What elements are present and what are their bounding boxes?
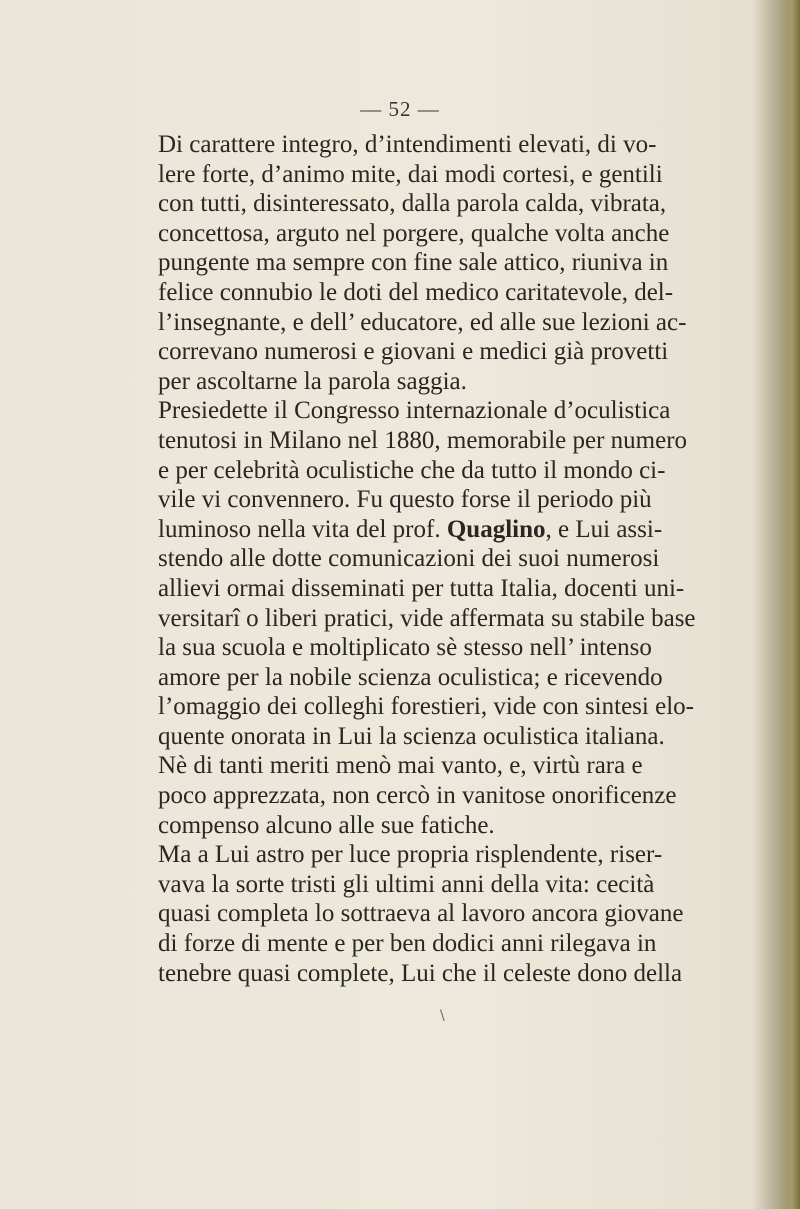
text-line: e per celebrità oculistiche che da tutto il mondo ci- <box>158 456 666 484</box>
text-line: Di carattere integro, d’intendimenti elevati, di vo- <box>158 131 657 158</box>
text-line: vava la sorte tristi gli ultimi anni della vita: cecità <box>158 870 655 898</box>
text-line: pungente ma sempre con fine sale attico, riuniva in <box>158 249 669 277</box>
text-line: la sua scuola e moltiplicato sè stesso nell’ intenso <box>158 634 652 662</box>
stray-ink-mark: \ <box>440 1008 445 1024</box>
text-fragment: luminoso nella vita del prof. <box>158 515 441 543</box>
text-line: amore per la nobile scienza oculistica; e ricevendo <box>158 663 663 691</box>
text-line: compenso alcuno alle sue fatiche. <box>158 811 495 839</box>
text-fragment: , e Lui assi- <box>545 515 663 543</box>
text-line: di forze di mente e per ben dodici anni rilegava in <box>158 930 657 958</box>
text-line-with-name <box>158 515 798 545</box>
text-line: l’insegnante, e dell’ educatore, ed alle sue lezioni ac- <box>158 308 687 336</box>
text-line: allievi ormai disseminati per tutta Italia, docenti uni- <box>158 574 685 602</box>
text-line: tenebre quasi complete, Lui che il celeste dono della <box>158 959 683 987</box>
text-line: poco apprezzata, non cercò in vanitose onorificenze <box>158 782 677 810</box>
text-line: correvano numerosi e giovani e medici già provetti <box>158 338 669 366</box>
text-line: quasi completa lo sottraeva al lavoro ancora giovane <box>158 900 684 928</box>
text-line: vile vi convennero. Fu questo forse il periodo più <box>158 486 652 514</box>
text-line: Ma a Lui astro per luce propria risplendente, riser- <box>158 841 663 869</box>
text-line: tenutosi in Milano nel 1880, memorabile per numero <box>158 426 688 454</box>
text-line: quente onorata in Lui la scienza oculistica italiana. <box>158 722 665 750</box>
text-line: felice connubio le doti del medico caritatevole, del- <box>158 278 674 306</box>
text-line: stendo alle dotte comunicazioni dei suoi numerosi <box>158 545 660 573</box>
text-line: per ascoltarne la parola saggia. <box>158 367 467 395</box>
text-line: Presiedette il Congresso internazionale d’oculistica <box>158 397 671 425</box>
text-line: l’omaggio dei colleghi forestieri, vide con sintesi elo- <box>158 693 694 721</box>
text-line: concettosa, arguto nel porgere, qualche volta anche <box>158 219 670 247</box>
text-line: con tutti, disinteressato, dalla parola calda, vibrata, <box>158 190 667 218</box>
professor-name: Quaglino <box>446 515 546 543</box>
body-text <box>158 130 798 988</box>
text-line: Nè di tanti meriti menò mai vanto, e, virtù rara e <box>158 752 643 780</box>
text-line: lere forte, d’animo mite, dai modi cortesi, e gentili <box>158 160 663 188</box>
page-number: — 52 — <box>360 97 440 121</box>
text-line: versitarî o liberi pratici, vide affermata su stabile base <box>158 604 696 632</box>
